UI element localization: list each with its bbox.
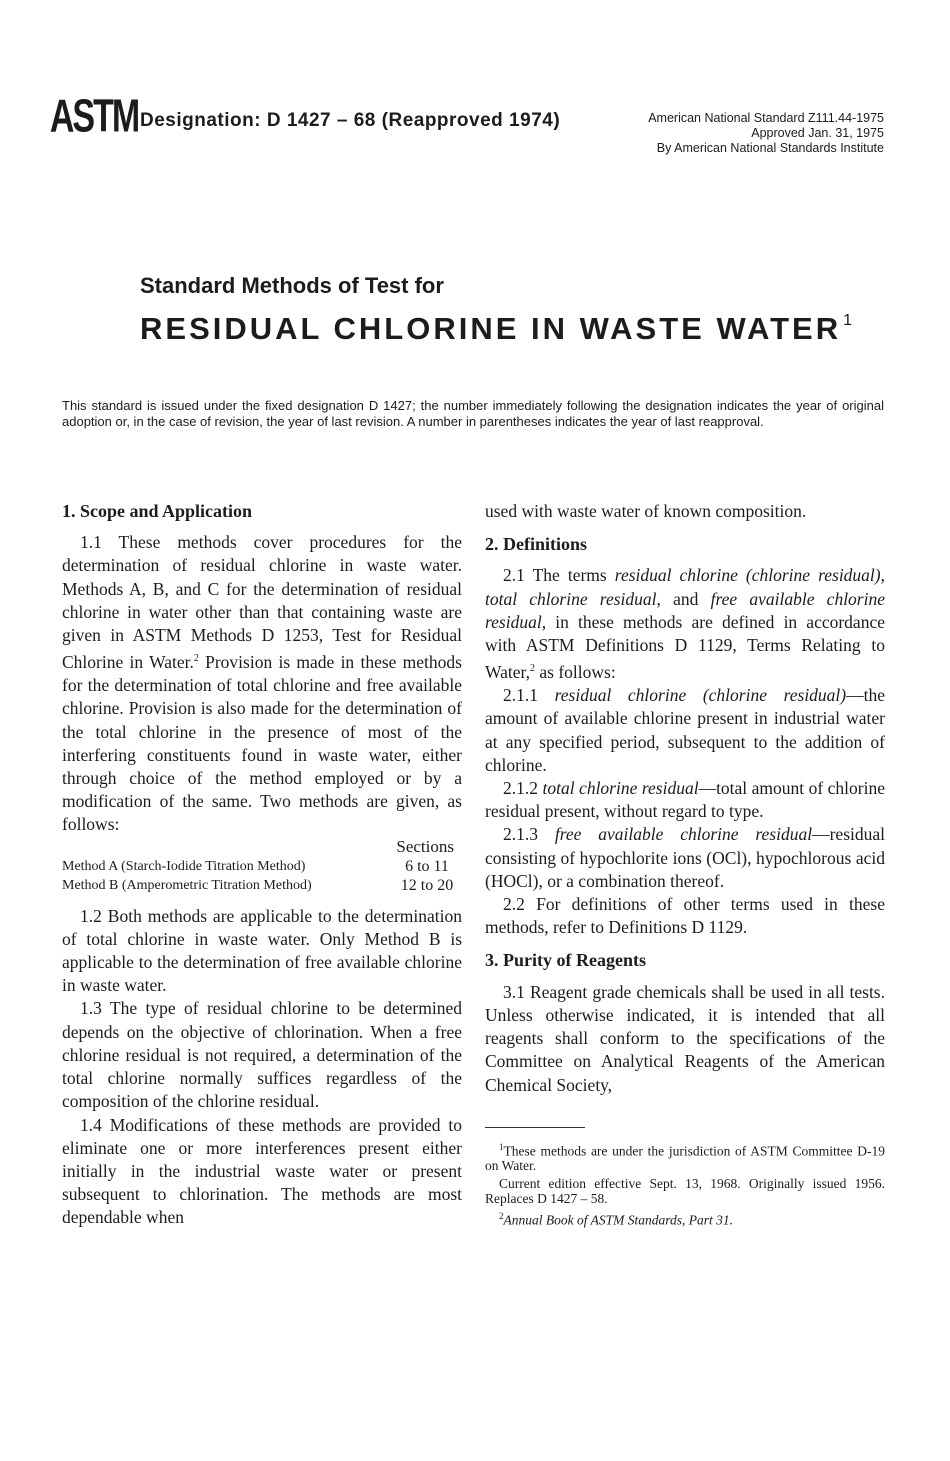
ansi-standard: American National Standard Z111.44-1975 [648, 111, 884, 125]
methods-table [62, 836, 462, 897]
ansi-institute: By American National Standards Institute [656, 141, 884, 155]
section-1-heading: 1. Scope and Application [62, 501, 253, 521]
ansi-approval [564, 111, 884, 156]
footnote-divider [485, 1127, 585, 1128]
footnote-ref: 2 [530, 663, 536, 675]
para-2-1-3: 2.1.3 free available chlorine residual—residual consisting of hypochlorite ions (OCl), hypochlorous acid (HOCl), or a combination thereof. [485, 824, 885, 891]
section-2-heading: 2. Definitions [485, 534, 588, 555]
para-2-1: 2.1 The terms residual chlorine (chlorine residual), total chlorine residual, and free available chlorine residual, in these methods are defined in accordance with ASTM Definitions D 1129, Terms Relating to Water,$^2$ as follows: [485, 565, 886, 683]
para-2-2: 2.2 For definitions of other terms used in these methods, refer to Definitions D 1129. [485, 894, 885, 938]
title-subtitle: Standard Methods of Test for [140, 273, 444, 298]
para-1-3: 1.3 The type of residual chlorine to be determined depends on the objective of chlorination. When a free chlorine residual is not required, a determination of the total chlorine normally suffices regardless of the composition of the chlorine residual. [62, 998, 462, 1112]
footnotes [485, 1140, 885, 1228]
page-title [140, 311, 852, 347]
intro-notice: This standard is issued under the fixed designation D 1427; the number immediately following the designation indicates the year of original adoption or, in the case of revision, the year of last revision. A number in parentheses indicates the year of last reapproval. [62, 398, 884, 429]
para-1-4-continued: used with waste water of known composition. [485, 501, 807, 521]
para-2-1-1: 2.1.1 residual chlorine (chlorine residual)—the amount of available chlorine present in industrial water at any specified period, subsequent to the addition of chlorine. [485, 685, 886, 775]
method-name: Method A (Starch-Iodide Titration Method) [62, 858, 306, 874]
para-3-1: 3.1 Reagent grade chemicals shall be used in all tests. Unless otherwise indicated, it is intended that all reagents shall conform to the specifications of the Committee on Analytical Reagents of the American Chemical Society, [485, 981, 885, 1095]
methods-table-header: Sections [396, 836, 454, 856]
footnote-1-edition: Current edition effective Sept. 13, 1968. Originally issued 1956. Replaces D 1427 – 58. [485, 1176, 885, 1207]
method-name: Method B (Amperometric Titration Method) [62, 877, 312, 893]
method-sections: 12 to 20 [400, 876, 454, 894]
title-text: RESIDUAL CHLORINE IN WASTE WATER [140, 311, 842, 346]
table-row [62, 878, 462, 897]
title-block [140, 273, 852, 347]
para-1-1: 1.1 These methods cover procedures for the determination of residual chlorine in waste water. Methods A, B, and C for the determination of residual chlorine in water other than that containing waste are given in ASTM Methods D 1253, Test for Residual Chlorine in Water.$^2$ Provision is made in these methods for the determination of total chlorine and free available chlorine. Provision is also made for the determination of the total chlorine in the presence of most of the interfering constituents found in waste water, either through choice of the method employed or by a modification of the same. Two methods are given, as follows: [62, 532, 462, 835]
left-column [62, 500, 462, 1230]
astm-logo [49, 80, 139, 146]
logo-text: ASTM [49, 89, 139, 142]
para-2-1-2: 2.1.2 total chlorine residual—total amount of chlorine residual present, without regard to type. [485, 778, 886, 822]
para-1-2: 1.2 Both methods are applicable to the determination of total chlorine in waste water. Only Method B is applicable to the determination of free available chlorine in waste water. [62, 905, 462, 996]
footnote-ref: 2 [193, 653, 199, 665]
designation: Designation: D 1427 – 68 (Reapproved 1974) [140, 110, 561, 131]
para-1-4: 1.4 Modifications of these methods are provided to eliminate one or more interferences present either initially in the industrial waste water or present subsequent to chlorination. The methods are most dependable when [62, 1114, 462, 1228]
ansi-approved-date: Approved Jan. 31, 1975 [751, 126, 884, 140]
right-column [485, 500, 885, 1231]
footnote-1: $^1$These methods are under the jurisdiction of ASTM Committee D-19 on Water. [485, 1141, 885, 1174]
method-sections: 6 to 11 [405, 857, 449, 875]
footnote-2: $^2$Annual Book of ASTM Standards, Part 31. [499, 1211, 733, 1228]
table-row [62, 859, 462, 878]
section-3-heading: 3. Purity of Reagents [485, 950, 646, 971]
title-footnote-ref: 1 [843, 312, 852, 329]
